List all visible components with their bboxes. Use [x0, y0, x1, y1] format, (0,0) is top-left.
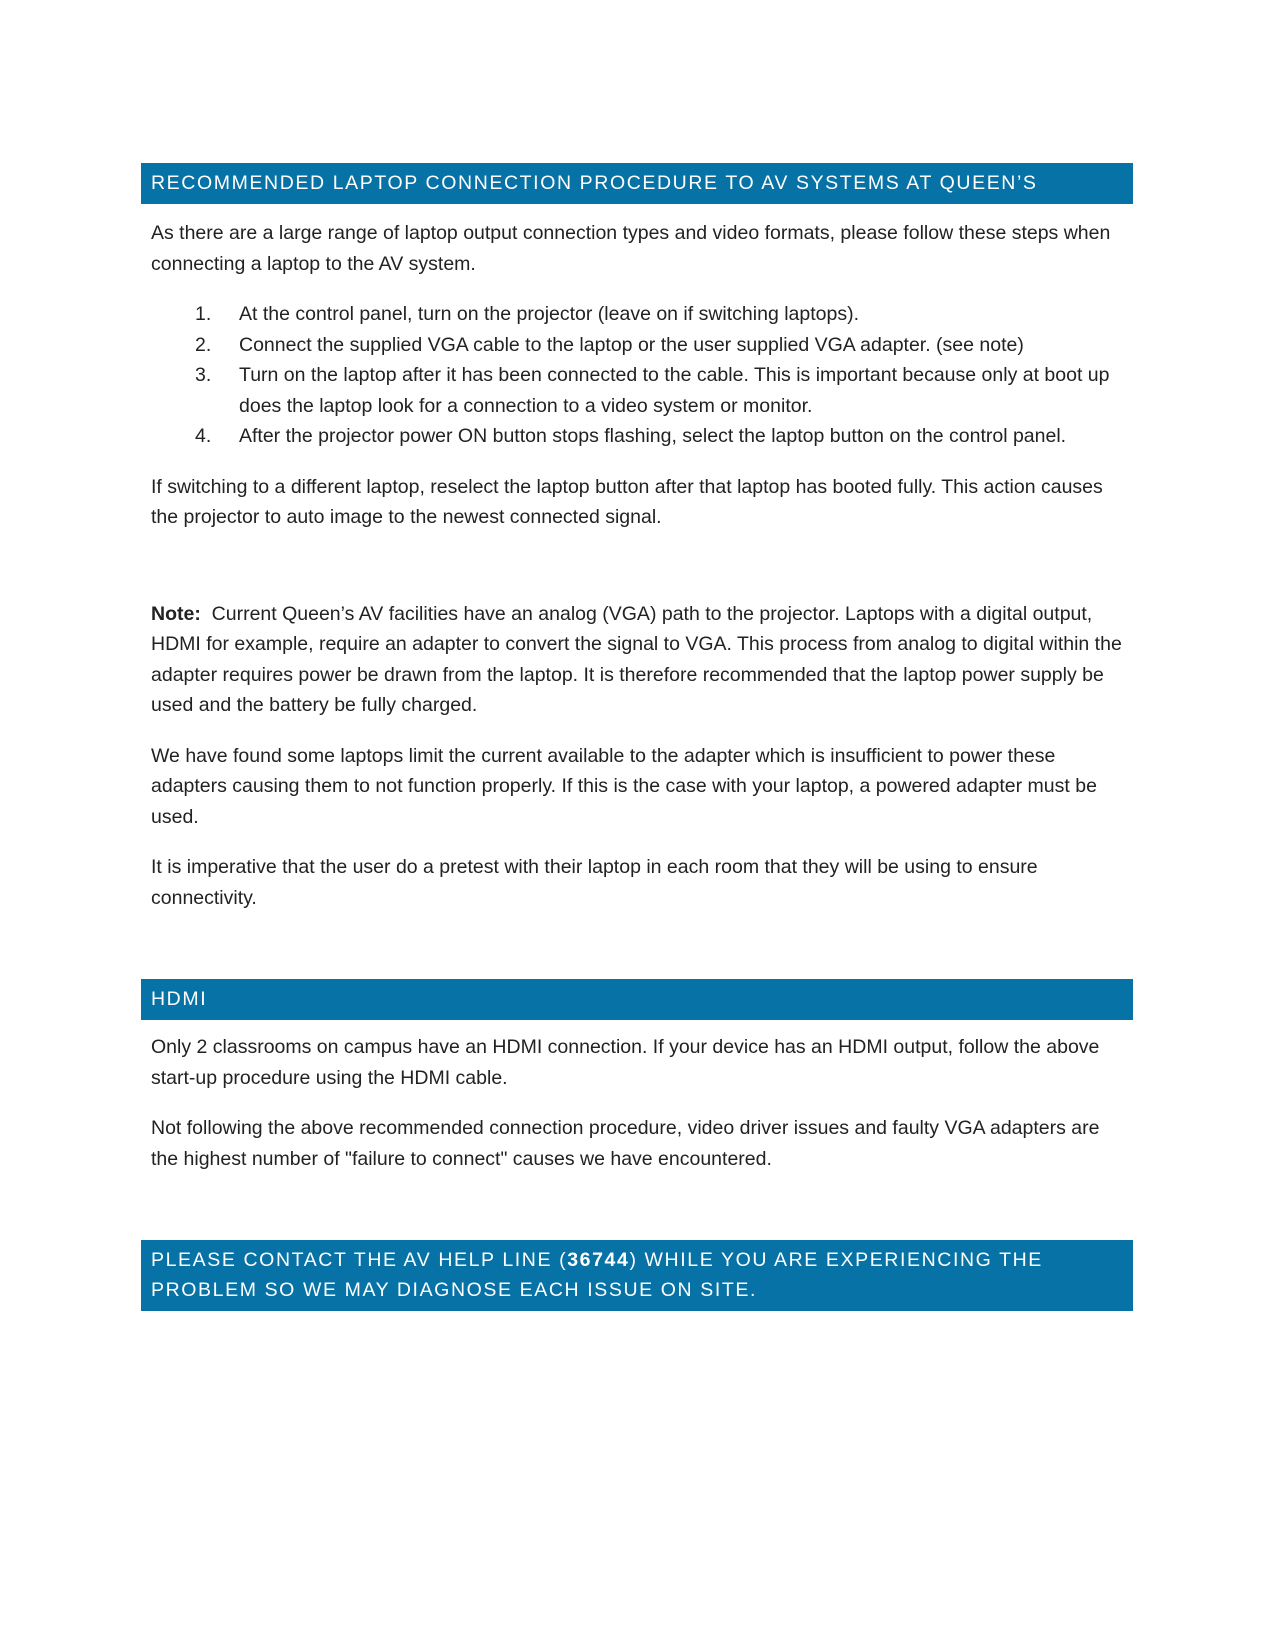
step-text: Turn on the laptop after it has been connected to the cable. This is important because only at boot up does the laptop look for a connection to a video system or monitor. [239, 364, 1110, 417]
step-number: 4. [195, 425, 212, 447]
list-item [141, 421, 1133, 452]
list-item [141, 330, 1133, 361]
step-text: Connect the supplied VGA cable to the laptop or the user supplied VGA adapter. (see note) [239, 333, 1024, 356]
section-heading-hdmi-text: HDMI [151, 988, 208, 1010]
note-paragraph [141, 599, 1133, 721]
step-text: At the control panel, turn on the projector (leave on if switching laptops). [239, 303, 860, 325]
adapter-power-paragraph: We have found some laptops limit the current available to the adapter which is insufficient to power these adapters causing them to not function properly. If this is the case with your laptop, a powered adapter must be used. [151, 744, 1097, 828]
section-heading-hdmi [141, 979, 1133, 1020]
help-line-text-after: ) WHILE YOU ARE EXPERIENCING THE PROBLEM SO WE MAY DIAGNOSE EACH ISSUE ON SITE. [151, 1249, 1043, 1301]
document-page [141, 163, 1133, 1311]
procedure-steps-list [141, 299, 1133, 452]
intro-paragraph: As there are a large range of laptop output connection types and video formats, please follow these steps when connecting a laptop to the AV system. [151, 222, 1111, 275]
hdmi-paragraph: Only 2 classrooms on campus have an HDMI connection. If your device has an HDMI output, follow the above start-up procedure using the HDMI cable. [151, 1036, 1100, 1089]
pretest-paragraph: It is imperative that the user do a pretest with their laptop in each room that they will be using to ensure connectivity. [151, 856, 1038, 909]
help-line-banner [141, 1240, 1133, 1311]
section-heading-procedure [141, 163, 1133, 204]
help-line-text-before: PLEASE CONTACT THE AV HELP LINE ( [151, 1249, 568, 1271]
section-heading-procedure-text: RECOMMENDED LAPTOP CONNECTION PROCEDURE TO AV SYSTEMS AT QUEEN’S [151, 172, 1038, 194]
failure-causes-paragraph: Not following the above recommended connection procedure, video driver issues and faulty VGA adapters are the highest number of "failure to connect" causes we have encountered. [151, 1117, 1100, 1170]
list-item [141, 360, 1133, 421]
step-text: After the projector power ON button stops flashing, select the laptop button on the control panel. [239, 425, 1067, 447]
step-number: 3. [195, 364, 212, 386]
note-label: Note: [151, 602, 201, 625]
switching-paragraph: If switching to a different laptop, reselect the laptop button after that laptop has booted fully. This action causes the projector to auto image to the newest connected signal. [151, 475, 1103, 528]
step-number: 2. [195, 333, 212, 356]
note-text: Current Queen’s AV facilities have an analog (VGA) path to the projector. Laptops with a digital output, HDMI for example, require an adapter to convert the signal to VGA. This process from analog to digital within the adapter requires power be drawn from the laptop. It is therefore recommended that the laptop power supply be used and the battery be fully charged. [151, 602, 1128, 716]
help-line-phone-number: 36744 [567, 1249, 630, 1271]
list-item [141, 299, 1133, 330]
step-number: 1. [195, 303, 212, 325]
